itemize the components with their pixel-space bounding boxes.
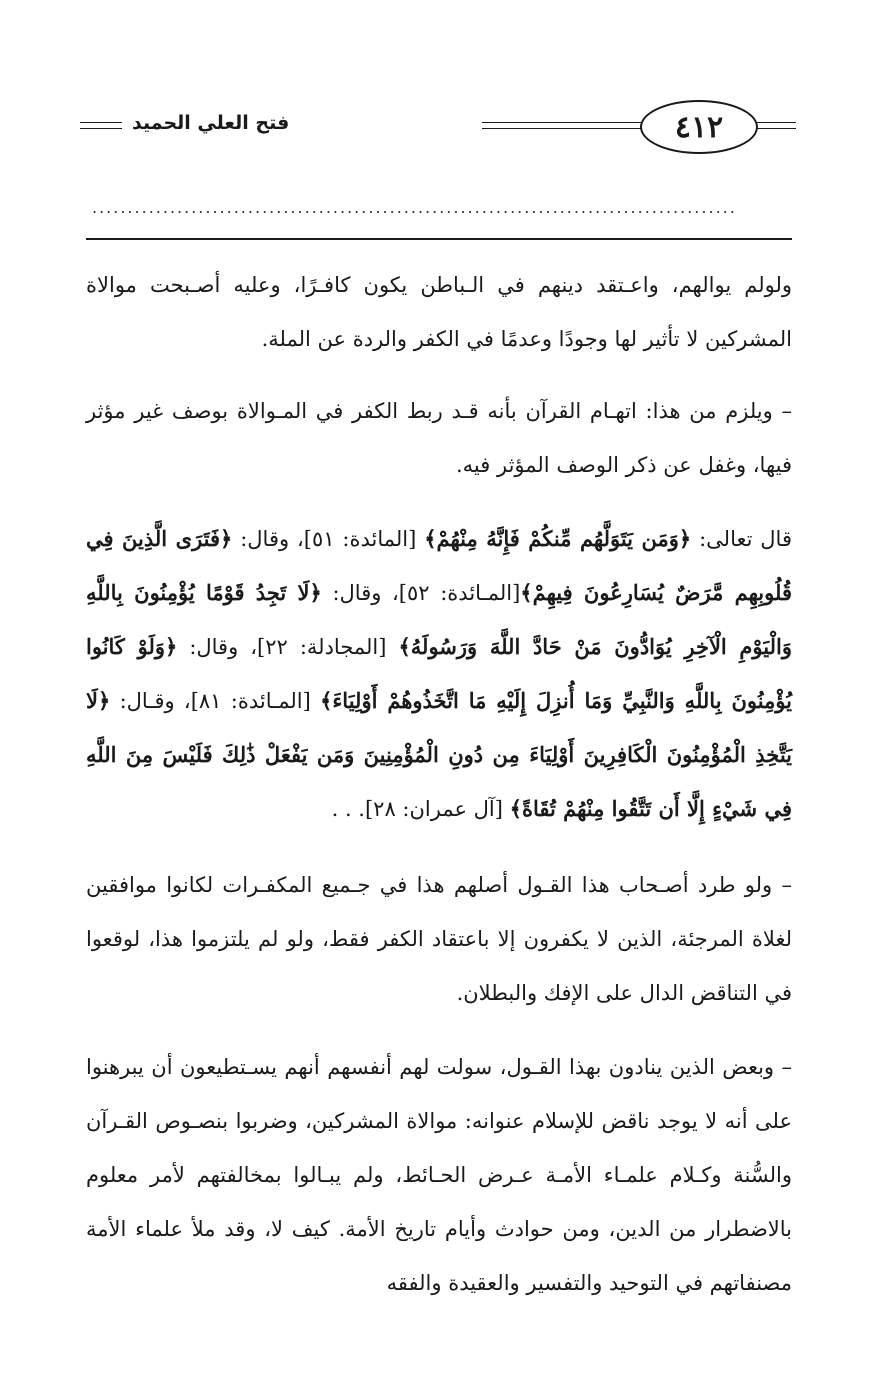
paragraph-4: – ولو طرد أصـحاب هذا القـول أصلهم هذا في جـميع المكفـرات لكانوا موافقين لغلاة المرجئة، الذين لا يكفرون إلا باعتقاد الكفر فقط، ولو لم يلتزموا هذا، لوقعوا في التناقض الدال على الإفك والبطلان. xyxy=(86,873,792,1005)
verse-intro: قال تعالى: xyxy=(691,527,792,551)
dotted-separator: ........................................................................................... xyxy=(92,198,737,217)
quran-verse-1: ﴿وَمَن يَتَوَلَّهُم مِّنكُمْ فَإِنَّهُ مِنْهُمْ﴾ xyxy=(424,526,692,551)
header-rule-right xyxy=(756,122,796,129)
verse-reference-1: [المائدة: ٥١]، وقال: xyxy=(232,527,425,551)
page-header xyxy=(80,100,796,160)
header-rule-left xyxy=(80,122,122,129)
quran-verse-3: ﴿لَا تَجِدُ قَوْمًا يُؤْمِنُونَ بِاللَّهِ وَالْيَوْمِ الْآخِرِ يُوَادُّونَ مَنْ حَادَّ اللَّهَ وَرَسُولَهُ﴾ xyxy=(86,580,792,659)
verse-reference-3: [المجادلة: ٢٢]، وقال: xyxy=(177,635,399,659)
paragraph-1: ولولم يوالهم، واعـتقد دينهم في الـباطن يكون كافـرًا، وعليه أصـبحت موالاة المشركين لا تأثير لها وجودًا وعدمًا في الكفر والردة عن الملة. xyxy=(86,273,792,351)
quran-verse-5: ﴿لَا يَتَّخِذِ الْمُؤْمِنُونَ الْكَافِرِينَ أَوْلِيَاءَ مِن دُونِ الْمُؤْمِنِينَ وَمَن يَفْعَلْ ذَٰلِكَ فَلَيْسَ مِنَ اللَّهِ فِي شَيْءٍ إِلَّا أَن تَتَّقُوا مِنْهُمْ تُقَاةً﴾ xyxy=(86,688,792,821)
quran-verse-4: ﴿وَلَوْ كَانُوا يُؤْمِنُونَ بِاللَّهِ وَالنَّبِيِّ وَمَا أُنزِلَ إِلَيْهِ مَا اتَّخَذُوهُمْ أَوْلِيَاءَ﴾ xyxy=(86,634,793,713)
content-top-rule xyxy=(86,238,792,240)
verse-reference-4: [المـائدة: ٨١]، وقـال: xyxy=(110,689,321,713)
page-number: ٤١٢ xyxy=(640,100,758,154)
quran-verse-2: ﴿فَتَرَى الَّذِينَ فِي قُلُوبِهِم مَّرَضٌ يُسَارِعُونَ فِيهِمْ﴾ xyxy=(86,526,792,605)
paragraph-quran-verses xyxy=(86,512,792,836)
paragraph-2: – ويلزم من هذا: اتهـام القرآن بأنه قـد ربط الكفر في المـوالاة بوصف غير مؤثر فيها، وغفل عن ذكر الوصف المؤثر فيه. xyxy=(86,399,792,477)
verse-reference-5: [آل عمران: ٢٨]. . . xyxy=(331,797,510,821)
page-body xyxy=(86,258,792,1330)
running-title: فتح العلي الحميد xyxy=(132,112,290,134)
verse-reference-2: [المـائدة: ٥٢]، وقال: xyxy=(321,581,521,605)
header-rule-middle xyxy=(482,122,642,129)
paragraph-5: – وبعض الذين ينادون بهذا القـول، سولت لهم أنفسهم أنهم يسـتطيعون أن يبرهنوا على أنه لا يوجد ناقض للإسلام عنوانه: موالاة المشركين، وضربوا بنصـوص القـرآن والسُّنة وكـلام علمـاء الأمـة عـرض الحـائط، ولم يبـالوا بمخالفتهم لأمر معلوم بالاضطرار من الدين، ومن حوادث وأيام تاريخ الأمة. كيف لا، وقد ملأ علماء الأمة مصنفاتهم في التوحيد والتفسير والعقيدة والفقه xyxy=(86,1055,792,1295)
